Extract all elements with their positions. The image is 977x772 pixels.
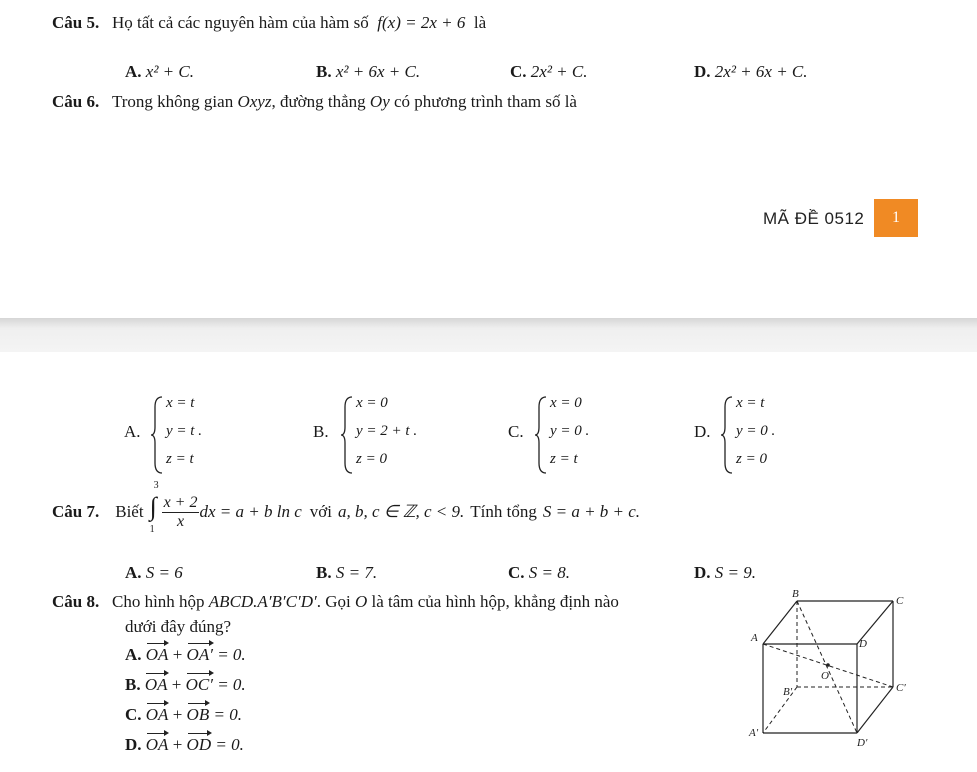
q8-option-b[interactable]: B. OA + OC′ = 0. — [125, 675, 246, 694]
q5-option-d-text: 2x² + 6x + C. — [714, 62, 808, 81]
q5-func: f(x) = 2x + 6 — [377, 13, 466, 32]
q5-option-d[interactable]: D. 2x² + 6x + C. — [694, 62, 808, 81]
q7-stem: Câu 7. Biết ∫ 3 1 $\frac{x + 2}{x}$ dx = a + b ln c với a, b, c ∈ ℤ, c < 9. Tính tổng S = a + b + c. — [52, 480, 641, 535]
q6-option-c-key[interactable]: C. — [508, 422, 524, 441]
q6-label: Câu 6. — [52, 92, 100, 111]
q5-stem — [52, 13, 486, 33]
q6-stem: Câu 6. Trong không gian Oxyz, đường thẳng Oy có phương trình tham số là — [52, 92, 577, 111]
q8-label: Câu 8. — [52, 592, 100, 611]
brace-icon — [534, 395, 548, 475]
vertex-a: A — [751, 632, 758, 644]
vertex-b-prime: B′ — [783, 686, 793, 698]
brace-icon — [150, 395, 164, 475]
q5-tail: là — [473, 13, 487, 32]
q5-option-c[interactable]: C. 2x² + C. — [510, 62, 588, 81]
vertex-c: C — [896, 595, 904, 607]
q7-option-d[interactable]: D. S = 9. — [694, 563, 757, 582]
vertex-d-prime: D′ — [857, 737, 868, 749]
q7-label: Câu 7. — [52, 502, 100, 521]
q8-option-c[interactable]: C. OA + OB = 0. — [125, 705, 242, 724]
vertex-c-prime: C′ — [896, 682, 906, 694]
q8-stem-line2: dưới đây đúng? — [125, 617, 232, 636]
vertex-o: O — [821, 670, 829, 682]
q6-option-d-key[interactable]: D. — [694, 422, 711, 441]
page-number: 1 — [874, 199, 918, 237]
brace-icon — [720, 395, 734, 475]
vertex-b: B — [792, 588, 799, 600]
q5-option-b-text: x² + 6x + C. — [335, 62, 421, 81]
q5-text: Họ tất cả các nguyên hàm của hàm số — [111, 13, 369, 32]
vertex-a-prime: A′ — [749, 727, 759, 739]
brace-icon — [340, 395, 354, 475]
q6-option-a-key[interactable]: A. — [124, 422, 141, 441]
q6-option-b-key[interactable]: B. — [313, 422, 329, 441]
q7-fraction: $\frac{x + 2}{x}$ — [163, 493, 198, 530]
figure-solid-edges — [763, 601, 893, 733]
q5-option-c-text: 2x² + C. — [530, 62, 588, 81]
q8-option-d[interactable]: D. OA + OD = 0. — [125, 735, 244, 754]
q8-option-a[interactable]: A. OA + OA′ = 0. — [125, 645, 246, 664]
q5-option-b[interactable]: B. x² + 6x + C. — [316, 62, 421, 81]
center-point — [826, 663, 830, 667]
integral-symbol: ∫ 3 1 — [149, 480, 159, 535]
exam-code: MÃ ĐỀ 0512 — [763, 209, 865, 228]
box-figure — [745, 585, 920, 750]
q5-option-a[interactable]: A. x² + C. — [125, 62, 194, 81]
q8-stem: Câu 8. Cho hình hộp ABCD.A′B′C′D′. Gọi O là tâm của hình hộp, khẳng định nào — [52, 592, 619, 611]
q5-label: Câu 5. — [52, 13, 100, 32]
q7-option-b[interactable]: B. S = 7. — [316, 563, 378, 582]
vertex-d: D — [859, 638, 867, 650]
q5-option-a-text: x² + C. — [145, 62, 194, 81]
q7-option-a[interactable]: A. S = 6 — [125, 563, 183, 582]
q7-option-c[interactable]: C. S = 8. — [508, 563, 571, 582]
figure-hidden-edges — [763, 601, 893, 733]
page-break-band — [0, 318, 977, 352]
